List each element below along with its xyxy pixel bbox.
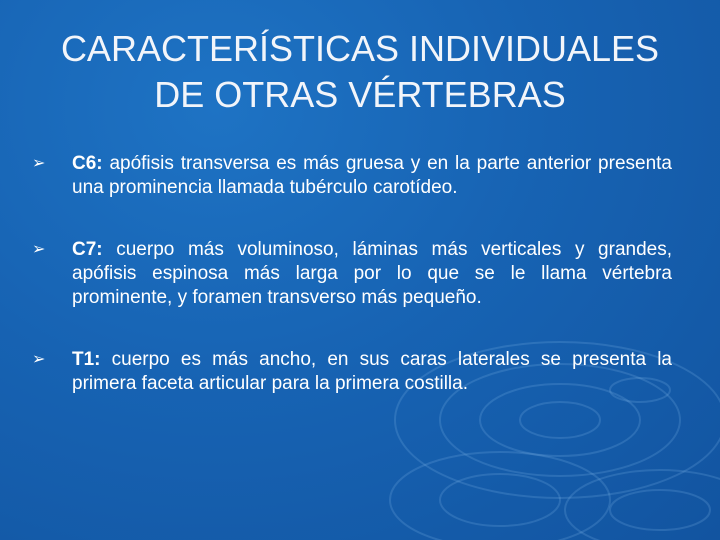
bullet-item bbox=[32, 348, 672, 396]
bullet-text: apófisis transversa es más gruesa y en la parte anterior presenta una prominencia llamada tubérculo carotídeo. bbox=[72, 153, 672, 198]
bullet-text: cuerpo más voluminoso, láminas más verticales y grandes, apófisis espinosa más larga por lo que se le llama vértebra prominente, y foramen transverso más pequeño. bbox=[72, 239, 672, 308]
arrow-bullet-icon: ➢ bbox=[32, 351, 46, 368]
arrow-bullet-icon: ➢ bbox=[32, 155, 46, 172]
title-line-2: DE OTRAS VÉRTEBRAS bbox=[154, 74, 566, 115]
arrow-bullet-icon: ➢ bbox=[32, 241, 46, 258]
bullet-code: T1: bbox=[72, 349, 101, 370]
bullet-code: C6: bbox=[72, 153, 103, 174]
bullet-code: C7: bbox=[72, 239, 103, 260]
title-line-1: CARACTERÍSTICAS INDIVIDUALES bbox=[60, 28, 660, 69]
bullet-item bbox=[32, 238, 672, 310]
bullet-list bbox=[32, 152, 672, 396]
bullet-item bbox=[32, 152, 672, 200]
bullet-text: cuerpo es más ancho, en sus caras laterales se presenta la primera faceta articular para la primera costilla. bbox=[72, 349, 672, 394]
slide-title bbox=[30, 26, 690, 118]
